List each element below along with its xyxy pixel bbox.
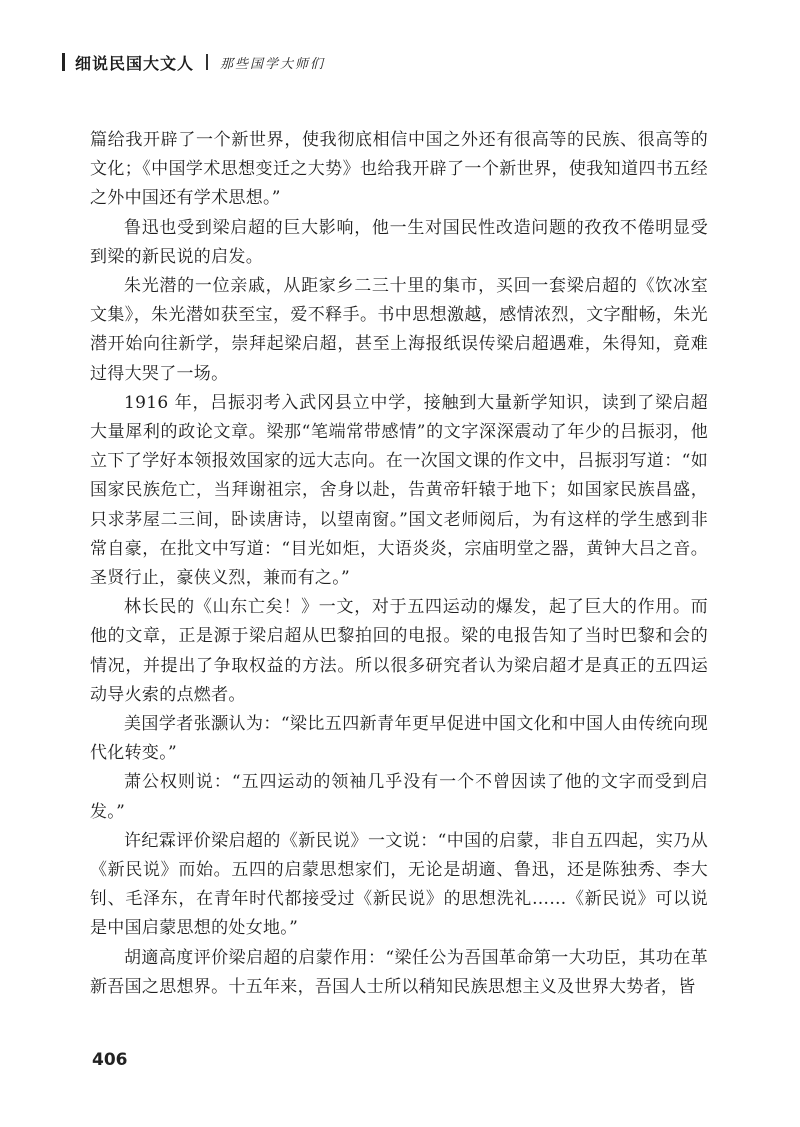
header-separator	[206, 54, 208, 70]
paragraph: 1916 年，吕振羽考入武冈县立中学，接触到大量新学知识，读到了梁启超大量犀利的政论文章。梁那“笔端常带感情”的文字深深震动了年少的吕振羽，他立下了学好本领报效国家的远大志向。在一次国文课的作文中，吕振羽写道：“如国家民族危亡，当拜谢祖宗，舍身以赴，告黄帝轩辕于地下；如国家民族昌盛，只求茅屋二三间，卧读唐诗，以望南窗。”国文老师阅后，为有这样的学生感到非常自豪，在批文中写道：“目光如炬，大语炎炎，宗庙明堂之器，黄钟大吕之音。圣贤行止，豪侠义烈，兼而有之。”	[90, 392, 708, 589]
book-title: 那些国学大师们	[220, 56, 326, 72]
paragraph: 朱光潜的一位亲戚，从距家乡二三十里的集市，买回一套梁启超的《饮冰室文集》，朱光潜如获至宝，爱不释手。书中思想激越，感情浓烈，文字酣畅，朱光潜开始向往新学，崇拜起梁启超，甚至上海报纸误传梁启超遇难，朱得知，竟难过得大哭了一场。	[90, 276, 708, 384]
paragraph: 许纪霖评价梁启超的《新民说》一文说：“中国的启蒙，非自五四起，实乃从《新民说》而始。五四的启蒙思想家们，无论是胡適、鲁迅，还是陈独秀、李大钊、毛泽东，在青年时代都接受过《新民说》的思想洗礼……《新民说》可以说是中国启蒙思想的处女地。”	[90, 830, 708, 939]
running-header	[62, 48, 742, 76]
header-bar-mark	[62, 53, 65, 71]
paragraph: 美国学者张灏认为：“梁比五四新青年更早促进中国文化和中国人由传统向现代化转变。”	[90, 714, 708, 764]
paragraph: 篇给我开辟了一个新世界，使我彻底相信中国之外还有很高等的民族、很高等的文化；《中国学术思想变迁之大势》也给我开辟了一个新世界，使我知道四书五经之外中国还有学术思想。”	[90, 130, 708, 209]
body-text	[90, 126, 708, 1002]
paragraph: 萧公权则说：“五四运动的领袖几乎没有一个不曾因读了他的文字而受到启发。”	[90, 772, 708, 822]
paragraph: 鲁迅也受到梁启超的巨大影响，他一生对国民性改造问题的孜孜不倦明显受到梁的新民说的启发。	[90, 217, 708, 267]
paragraph: 林长民的《山东亡矣！》一文，对于五四运动的爆发，起了巨大的作用。而他的文章，正是源于梁启超从巴黎拍回的电报。梁的电报告知了当时巴黎和会的情况，并提出了争取权益的方法。所以很多研究者认为梁启超才是真正的五四运动导火索的点燃者。	[90, 597, 708, 705]
page-number: 406	[92, 1050, 128, 1070]
series-title: 细说民国大文人	[75, 53, 195, 73]
paragraph: 胡適高度评价梁启超的启蒙作用：“梁任公为吾国革命第一大功臣，其功在革新吾国之思想界。十五年来，吾国人士所以稍知民族思想主义及世界大势者，皆	[90, 947, 708, 997]
